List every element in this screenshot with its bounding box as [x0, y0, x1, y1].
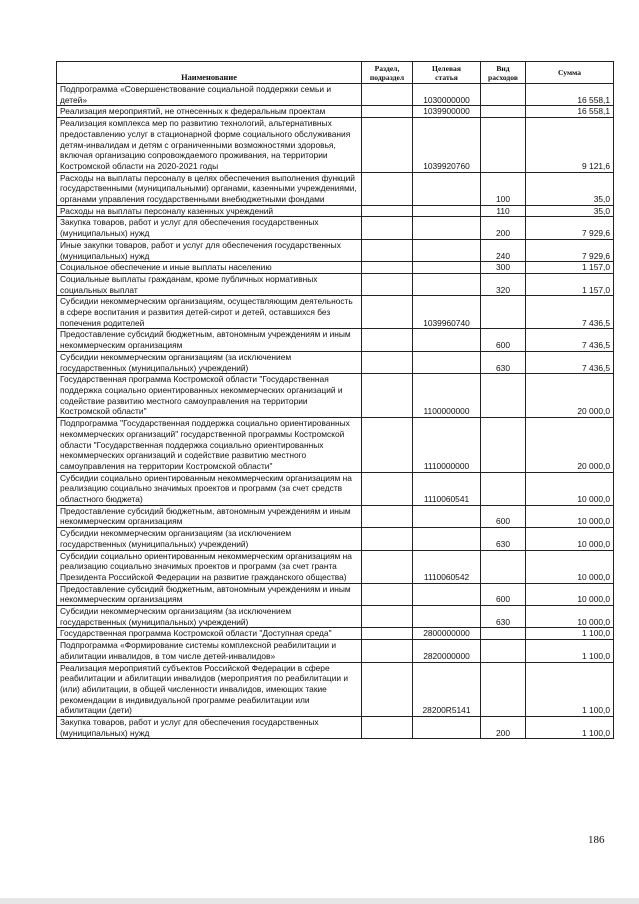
cell-type [481, 418, 526, 473]
cell-sum: 10 000,0 [526, 606, 614, 628]
cell-name: Расходы на выплаты персоналу в целях обеспечения выполнения функций государственными (муниципальными) органами, казенными учреждениями, органами управления государственными внебюджетными фондами [57, 172, 362, 205]
table-row [57, 262, 614, 274]
cell-target: 1110060541 [413, 472, 481, 505]
cell-name: Субсидии социально ориентированным некоммерческим организациям на реализацию социально значимых проектов и программ (за счет гранта Президента Российской Федерации на развитие гражданского общества) [57, 550, 362, 583]
cell-section [362, 262, 413, 274]
header-target-line1: Целевая [432, 63, 461, 73]
cell-type: 630 [481, 606, 526, 628]
cell-section [362, 606, 413, 628]
cell-sum: 1 100,0 [526, 717, 614, 739]
cell-target [413, 262, 481, 274]
cell-name: Реализация мероприятий субъектов Российской Федерации в сфере реабилитации и абилитации инвалидов (мероприятия по реабилитации и (или) абилитации, в общей численности инвалидов, имеющих такие рекомендации в индивидуальной программе реабилитации или абилитации (дети) [57, 662, 362, 717]
cell-sum: 7 436,5 [526, 329, 614, 351]
cell-section [362, 717, 413, 739]
cell-target [413, 273, 481, 295]
table-row [57, 217, 614, 239]
cell-type: 110 [481, 205, 526, 217]
cell-sum: 1 100,0 [526, 640, 614, 662]
cell-target [413, 583, 481, 605]
table-row [57, 351, 614, 373]
cell-sum: 35,0 [526, 172, 614, 205]
cell-sum: 10 000,0 [526, 505, 614, 527]
table-row [57, 472, 614, 505]
cell-name: Подпрограмма "Государственная поддержка социально ориентированных некоммерческих организаций" государственной программы Костромской области "Государственная поддержка социально ориентированных некоммерческих организаций и содействие развитию местного самоуправления на территории Костромской области" [57, 418, 362, 473]
cell-name: Субсидии некоммерческим организациям, осуществляющим деятельность в сфере воспитания и развития детей-сирот и детей, оставшихся без попечения родителей [57, 296, 362, 329]
cell-section [362, 662, 413, 717]
cell-sum: 7 929,6 [526, 217, 614, 239]
cell-section [362, 273, 413, 295]
cell-name: Закупка товаров, работ и услуг для обеспечения государственных (муниципальных) нужд [57, 717, 362, 739]
header-type-line2: расходов [488, 72, 518, 82]
cell-type: 600 [481, 583, 526, 605]
cell-type: 320 [481, 273, 526, 295]
table-row [57, 583, 614, 605]
cell-sum: 9 121,6 [526, 118, 614, 173]
cell-name: Социальные выплаты гражданам, кроме публичных нормативных социальных выплат [57, 273, 362, 295]
cell-name: Субсидии некоммерческим организациям (за исключением государственных (муниципальных) учреждений) [57, 528, 362, 550]
cell-target: 1110060542 [413, 550, 481, 583]
cell-type: 240 [481, 239, 526, 261]
cell-sum: 16 558,1 [526, 106, 614, 118]
header-target [413, 62, 481, 84]
header-type [481, 62, 526, 84]
cell-section [362, 550, 413, 583]
table-row [57, 273, 614, 295]
cell-name: Государственная программа Костромской области "Доступная среда" [57, 628, 362, 640]
table-row [57, 418, 614, 473]
cell-type: 600 [481, 329, 526, 351]
cell-type [481, 374, 526, 418]
cell-target: 2800000000 [413, 628, 481, 640]
cell-sum: 7 436,5 [526, 296, 614, 329]
cell-sum: 35,0 [526, 205, 614, 217]
cell-sum: 16 558,1 [526, 84, 614, 106]
cell-name: Субсидии некоммерческим организациям (за исключением государственных (муниципальных) учреждений) [57, 606, 362, 628]
cell-target [413, 606, 481, 628]
scan-bottom-edge [0, 898, 639, 904]
cell-target: 1039900000 [413, 106, 481, 118]
cell-name: Предоставление субсидий бюджетным, автономным учреждениям и иным некоммерческим организациям [57, 505, 362, 527]
cell-section [362, 472, 413, 505]
cell-type: 300 [481, 262, 526, 274]
cell-section [362, 583, 413, 605]
cell-target [413, 717, 481, 739]
cell-name: Иные закупки товаров, работ и услуг для обеспечения государственных (муниципальных) нужд [57, 239, 362, 261]
table-row [57, 628, 614, 640]
cell-section [362, 217, 413, 239]
cell-name: Подпрограмма «Совершенствование социальной поддержки семьи и детей» [57, 84, 362, 106]
cell-target [413, 351, 481, 373]
cell-section [362, 528, 413, 550]
cell-name: Закупка товаров, работ и услуг для обеспечения государственных (муниципальных) нужд [57, 217, 362, 239]
cell-section [362, 374, 413, 418]
cell-section [362, 329, 413, 351]
table-row [57, 717, 614, 739]
cell-target [413, 172, 481, 205]
cell-section [362, 84, 413, 106]
cell-type [481, 640, 526, 662]
cell-section [362, 628, 413, 640]
table-row [57, 239, 614, 261]
table-row [57, 205, 614, 217]
cell-name: Предоставление субсидий бюджетным, автономным учреждениям и иным некоммерческим организациям [57, 583, 362, 605]
table-row [57, 640, 614, 662]
cell-sum: 7 929,6 [526, 239, 614, 261]
cell-target: 1110000000 [413, 418, 481, 473]
table-row [57, 505, 614, 527]
table-row [57, 528, 614, 550]
table-row [57, 374, 614, 418]
cell-target: 1039920760 [413, 118, 481, 173]
cell-target: 28200R5141 [413, 662, 481, 717]
header-section [362, 62, 413, 84]
table-row [57, 662, 614, 717]
cell-type [481, 550, 526, 583]
cell-target: 1100000000 [413, 374, 481, 418]
cell-sum: 7 436,5 [526, 351, 614, 373]
cell-type: 200 [481, 717, 526, 739]
cell-section [362, 351, 413, 373]
cell-type: 630 [481, 528, 526, 550]
cell-type [481, 628, 526, 640]
table-body [57, 84, 614, 739]
table-row [57, 606, 614, 628]
cell-sum: 1 157,0 [526, 273, 614, 295]
cell-target [413, 329, 481, 351]
cell-target [413, 217, 481, 239]
cell-name: Подпрограмма «Формирование системы комплексной реабилитации и абилитации инвалидов, в том числе детей-инвалидов» [57, 640, 362, 662]
cell-sum: 10 000,0 [526, 472, 614, 505]
cell-type: 100 [481, 172, 526, 205]
cell-target: 1039960740 [413, 296, 481, 329]
cell-sum: 1 100,0 [526, 662, 614, 717]
header-target-line2: статья [435, 72, 458, 82]
page-number: 186 [588, 834, 605, 846]
cell-section [362, 172, 413, 205]
header-sum: Сумма [526, 62, 614, 84]
cell-name: Государственная программа Костромской области "Государственная поддержка социально ориентированных некоммерческих организаций и содействие развитию местного самоуправления на территории Костромской области" [57, 374, 362, 418]
cell-name: Предоставление субсидий бюджетным, автономным учреждениям и иным некоммерческим организациям [57, 329, 362, 351]
cell-sum: 1 100,0 [526, 628, 614, 640]
cell-target: 1030000000 [413, 84, 481, 106]
cell-name: Субсидии социально ориентированным некоммерческим организациям на реализацию социально значимых проектов и программ (за счет средств областного бюджета) [57, 472, 362, 505]
cell-target: 2820000000 [413, 640, 481, 662]
cell-sum: 20 000,0 [526, 374, 614, 418]
budget-table [56, 61, 614, 739]
cell-target [413, 505, 481, 527]
cell-type [481, 662, 526, 717]
cell-type [481, 472, 526, 505]
table-row [57, 118, 614, 173]
cell-name: Расходы на выплаты персоналу казенных учреждений [57, 205, 362, 217]
cell-type: 200 [481, 217, 526, 239]
header-name: Наименование [57, 62, 362, 84]
cell-sum: 10 000,0 [526, 528, 614, 550]
table-row [57, 172, 614, 205]
cell-section [362, 640, 413, 662]
cell-name: Субсидии некоммерческим организациям (за исключением государственных (муниципальных) учреждений) [57, 351, 362, 373]
cell-section [362, 118, 413, 173]
cell-section [362, 205, 413, 217]
table-row [57, 84, 614, 106]
cell-target [413, 205, 481, 217]
table-row [57, 296, 614, 329]
cell-name: Реализация комплекса мер по развитию технологий, альтернативных предоставлению услуг в стационарной форме социального обслуживания детям-инвалидам и детям с ограниченными возможностями здоровья, включая организацию сопровождаемого проживания, на территории Костромской области на 2020-2021 годы [57, 118, 362, 173]
table-row [57, 106, 614, 118]
cell-section [362, 239, 413, 261]
cell-section [362, 418, 413, 473]
cell-type [481, 296, 526, 329]
cell-target [413, 239, 481, 261]
cell-type: 630 [481, 351, 526, 373]
table-row [57, 329, 614, 351]
header-section-line2: подраздел [369, 72, 405, 82]
cell-section [362, 505, 413, 527]
cell-name: Социальное обеспечение и иные выплаты населению [57, 262, 362, 274]
cell-section [362, 296, 413, 329]
cell-target [413, 528, 481, 550]
cell-type [481, 84, 526, 106]
header-type-line1: Вид [496, 63, 510, 73]
cell-type [481, 118, 526, 173]
cell-sum: 20 000,0 [526, 418, 614, 473]
cell-type [481, 106, 526, 118]
cell-sum: 1 157,0 [526, 262, 614, 274]
header-section-line1: Раздел, [374, 63, 400, 73]
cell-section [362, 106, 413, 118]
cell-name: Реализация мероприятий, не отнесенных к федеральным проектам [57, 106, 362, 118]
cell-type: 600 [481, 505, 526, 527]
table-header-row [57, 62, 614, 84]
cell-sum: 10 000,0 [526, 583, 614, 605]
cell-sum: 10 000,0 [526, 550, 614, 583]
table-row [57, 550, 614, 583]
